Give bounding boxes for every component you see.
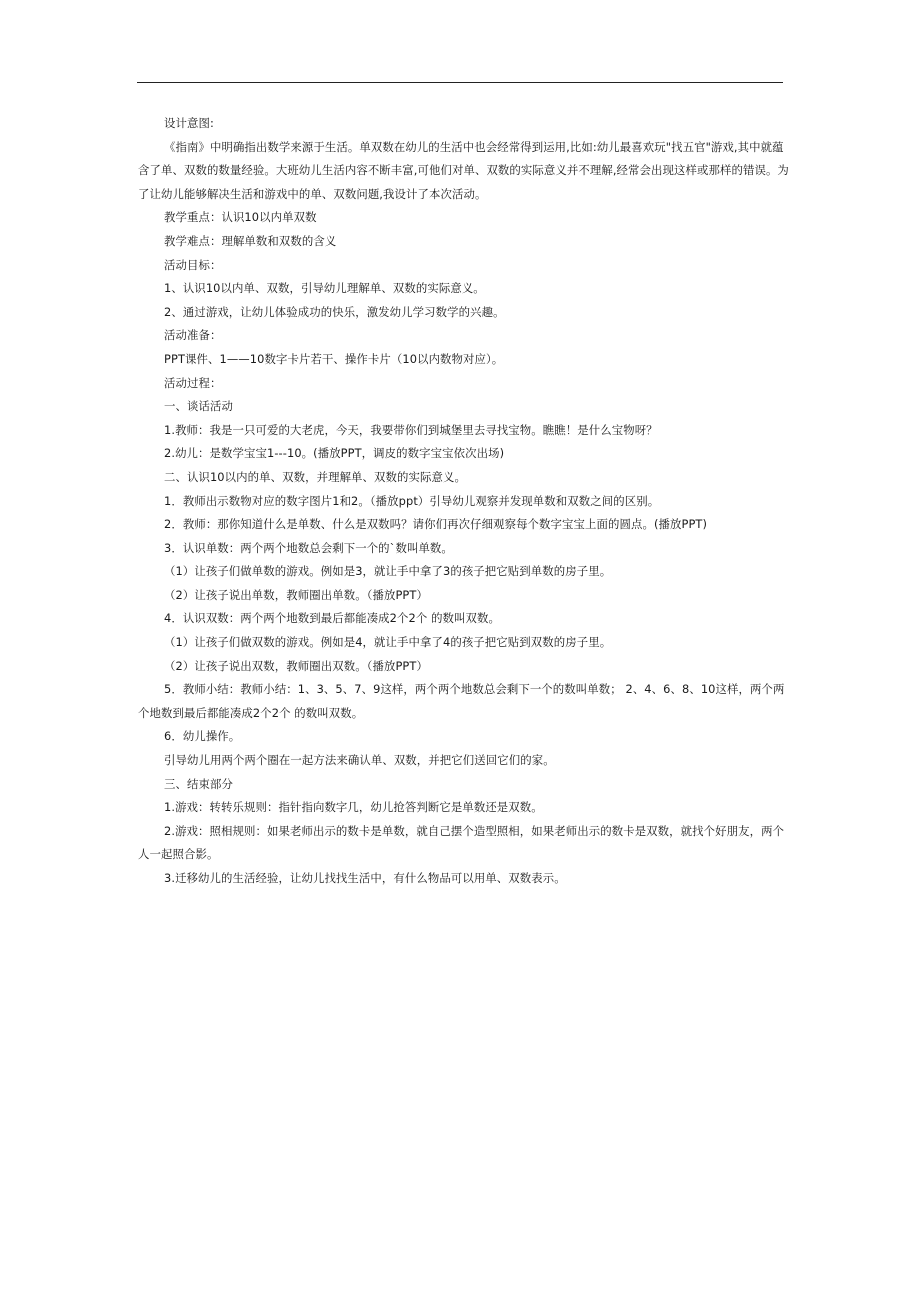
section-2-item-4-sub-2: （2）让孩子说出双数，教师圈出双数。（播放PPT） bbox=[164, 658, 428, 673]
section-3-heading: 三、结束部分 bbox=[164, 776, 233, 791]
section-3-item-1: 1.游戏：转转乐规则：指针指向数字几，幼儿抢答判断它是单数还是双数。 bbox=[164, 800, 543, 815]
teaching-focus: 教学重点：认识10以内单双数 bbox=[164, 210, 317, 225]
section-3-item-3: 3.迁移幼儿的生活经验，让幼儿找找生活中，有什么物品可以用单、双数表示。 bbox=[164, 871, 566, 885]
section-2-item-6-text: 引导幼儿用两个两个圈在一起方法来确认单、双数，并把它们送回它们的家。 bbox=[164, 753, 555, 768]
section-1-item-1: 1.教师：我是一只可爱的大老虎，今天，我要带你们到城堡里去寻找宝物。瞧瞧！是什么宝物呀？ bbox=[164, 422, 658, 437]
activity-preparation-heading: 活动准备： bbox=[164, 328, 222, 343]
activity-preparation-text: PPT课件、1——10数字卡片若干、操作卡片（10以内数物对应）。 bbox=[164, 351, 504, 366]
activity-goal-2: 2、通过游戏，让幼儿体验成功的快乐，激发幼儿学习数学的兴趣。 bbox=[164, 304, 505, 319]
section-2-item-3-sub-1: （1）让孩子们做单数的游戏。例如是3，就让手中拿了3的孩子把它贴到单数的房子里。 bbox=[164, 564, 612, 579]
activity-goal-1: 1、认识10以内单、双数，引导幼儿理解单、双数的实际意义。 bbox=[164, 281, 485, 296]
section-2-item-3: 3．认识单数：两个两个地数总会剩下一个的`数叫单数。 bbox=[164, 540, 453, 555]
section-2-item-4-sub-1: （1）让孩子们做双数的游戏。例如是4，就让手中拿了4的孩子把它贴到双数的房子里。 bbox=[164, 635, 612, 650]
section-2-item-4: 4．认识双数：两个两个地数到最后都能凑成2个2个 的数叫双数。 bbox=[164, 611, 501, 626]
document-body bbox=[138, 112, 788, 891]
header-rule bbox=[137, 82, 783, 83]
section-1-heading: 一、谈话活动 bbox=[164, 399, 233, 414]
activity-process-heading: 活动过程： bbox=[164, 375, 222, 390]
section-2-item-6: 6．幼儿操作。 bbox=[164, 729, 241, 744]
section-2-item-3-sub-2: （2）让孩子说出单数，教师圈出单数。（播放PPT） bbox=[164, 587, 428, 602]
design-intent-heading: 设计意图: bbox=[164, 116, 214, 130]
section-2-item-5: 5．教师小结：教师小结：1、3、5、7、9这样，两个两个地数总会剩下一个的数叫单数； 2、4、6、8、10这样，两个两个地数到最后都能凑成2个2个 的数叫双数。 bbox=[138, 682, 785, 720]
teaching-difficulty: 教学难点：理解单数和双数的含义 bbox=[164, 233, 337, 248]
design-intent-text: 《指南》中明确指出数学来源于生活。单双数在幼儿的生活中也会经常得到运用,比如:幼儿最喜欢玩"找五官"游戏,其中就蕴含了单、双数的数量经验。大班幼儿生活内容不断丰富,可他们对单、双数的实际意义并不理解,经常会出现这样或那样的错误。为了让幼儿能够解决生活和游戏中的单、双数问题,我设计了本次活动。 bbox=[138, 139, 789, 201]
section-2-item-2: 2．教师：那你知道什么是单数、什么是双数吗？请你们再次仔细观察每个数字宝宝上面的圆点。(播放PPT) bbox=[164, 517, 708, 532]
section-3-item-2: 2.游戏：照相规则：如果老师出示的数卡是单数，就自己摆个造型照相，如果老师出示的数卡是双数，就找个好朋友，两个人一起照合影。 bbox=[138, 823, 785, 862]
section-1-item-2: 2.幼儿：是数学宝宝1---10。(播放PPT，调皮的数字宝宝依次出场) bbox=[164, 446, 505, 461]
section-2-heading: 二、认识10以内的单、双数，并理解单、双数的实际意义。 bbox=[164, 469, 466, 484]
section-2-item-1: 1．教师出示数物对应的数字图片1和2。（播放ppt）引导幼儿观察并发现单数和双数之间的区别。 bbox=[164, 493, 660, 508]
activity-goals-heading: 活动目标： bbox=[164, 257, 222, 272]
